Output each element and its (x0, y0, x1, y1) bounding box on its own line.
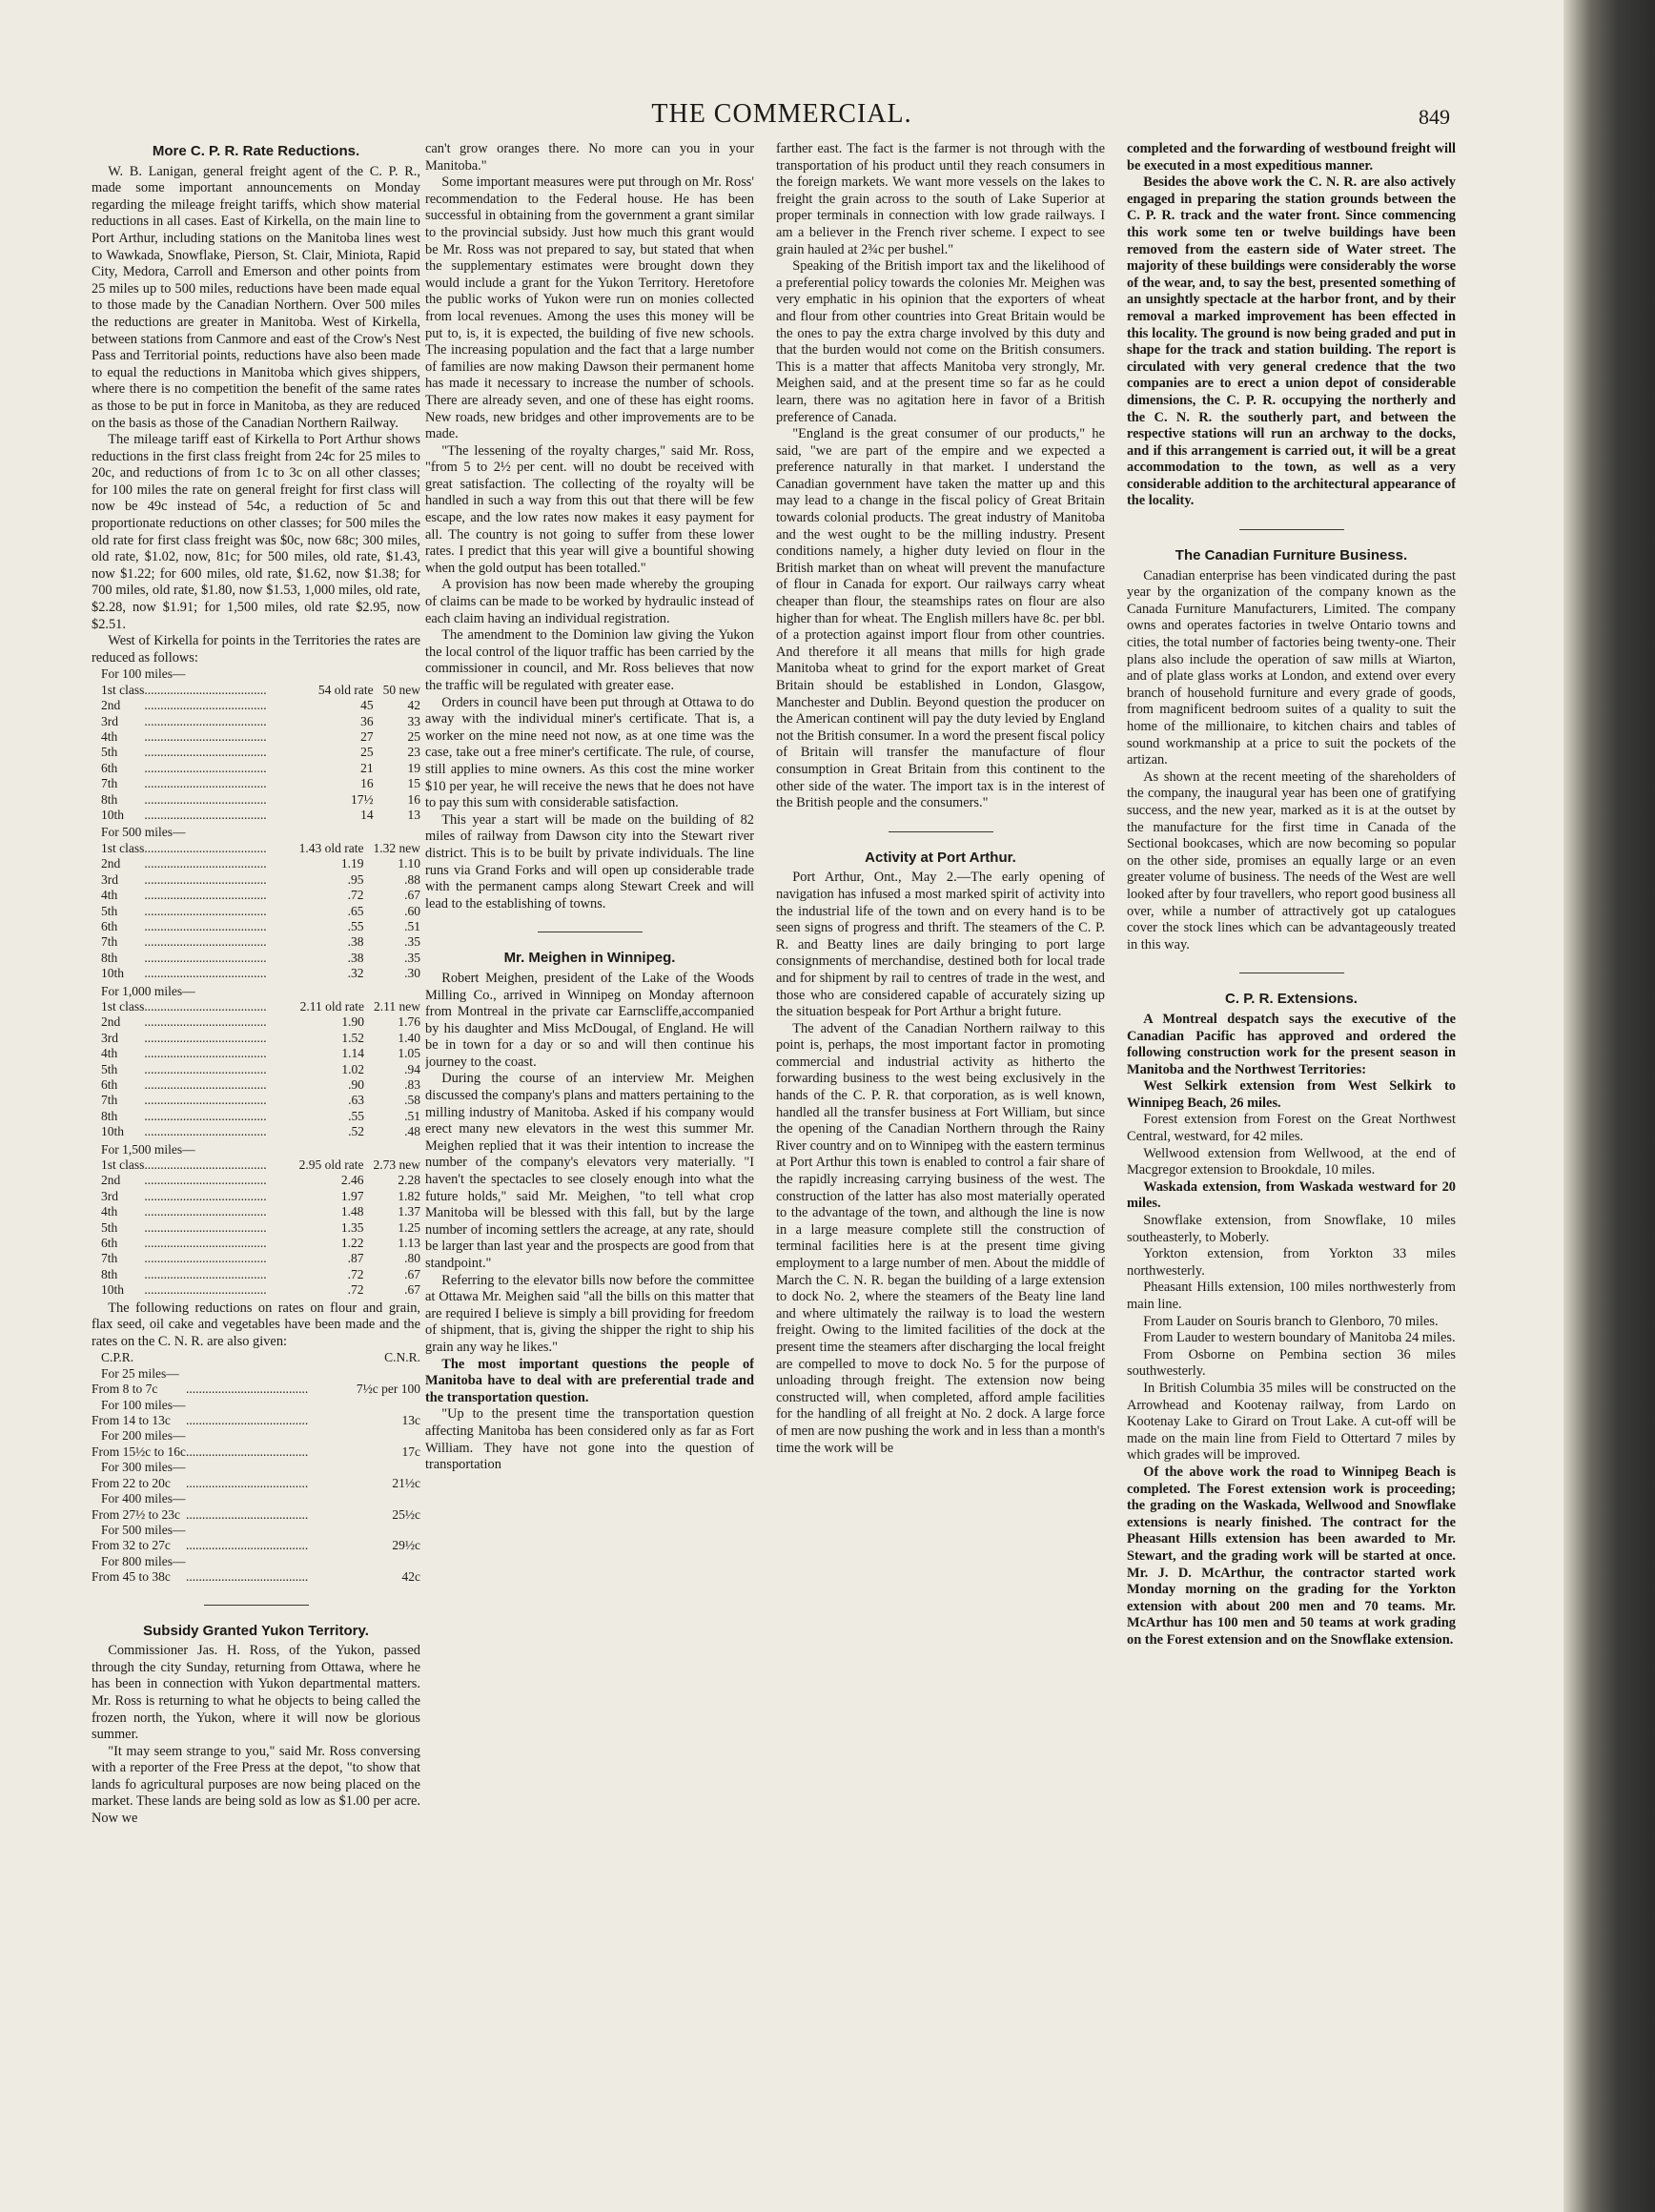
leader-dots (144, 1282, 289, 1298)
old-rate-cell: .95 (347, 871, 364, 887)
article-heading-furniture: The Canadian Furniture Business. (1175, 547, 1408, 564)
paragraph: Port Arthur, Ont., May 2.—The early opening of navigation has infused a most marked spirit of activity into the industrial life of the town and on every hand is to be seen signs of progress and thrift. The steamers of the C. P. R. and Beatty lines are daily bringing to port large consignments of merchandise, destined both for local trade and for shipment by rail to centres of trade in the west, and those who are considered capable of accurately sizing up the situation bespeak for Port Arthur a bright future. (776, 870, 1105, 1020)
old-rate-cell: .63 (348, 1093, 364, 1108)
grain-cnr-rate: 25½c (392, 1506, 420, 1522)
paragraph: can't grow oranges there. No more can you in your Manitoba." (425, 141, 754, 174)
rate-group-label: For 1,000 miles— (101, 983, 195, 998)
leader-dots (144, 808, 309, 823)
paragraph: "The lessening of the royalty charges," said Mr. Ross, "from 5 to 2½ per cent. will no doubt be received with great satisfaction. The collecting of the royalty will be handled in such a way from this out that there will be few escape, and the low rates now makes it easy payment for all. The country is not going to suffer from these lower rates. I predict that this year will give a bountiful showing when the gold output has been totalled." (425, 442, 754, 576)
old-rate-cell: .52 (348, 1124, 364, 1139)
leader-dots (186, 1476, 347, 1491)
leader-dots (144, 951, 289, 966)
rate-row (92, 966, 420, 981)
paragraph: completed and the forwarding of westbound freight will be executed in a most expeditious manner. (1127, 141, 1456, 174)
leader-dots (186, 1569, 347, 1585)
new-rate-cell: 42 (407, 698, 420, 713)
old-rate-cell: .65 (347, 903, 364, 918)
rate-row (92, 999, 420, 1014)
paragraph: Of the above work the road to Winnipeg Beach is completed. The Forest extension work is proceeding; the grading on the Waskada, Wellwood and Snowflake extensions is nearly finished. The contract for the Pheasant Hills extension has been awarded to Mr. Stewart, and the grading work will be started at once. Mr. J. D. McArthur, the contractor started work Monday morning on the grading for the Yorkton extension with about 200 men and 70 teams. Mr. McArthur has 100 men and 50 teams at work grading on the Forest extension and on the Snowflake extension. (1127, 1464, 1456, 1648)
rate-row (92, 698, 420, 713)
rate-class-cell: 4th (101, 729, 118, 745)
grain-rate-row (92, 1444, 420, 1460)
new-rate-cell: 19 (407, 760, 420, 775)
rate-class-cell: 3rd (101, 1030, 118, 1045)
new-rate-cell: 15 (407, 776, 420, 791)
rate-class-cell: 7th (101, 776, 118, 791)
new-rate-cell: 1.37 (398, 1204, 420, 1219)
paragraph: The following reductions on rates on flour and grain, flax seed, oil cake and vegetables have been made and the rates on the C. N. R. are also given: (92, 1300, 420, 1349)
rate-class-cell: 6th (101, 1076, 118, 1092)
leader-dots (144, 1031, 290, 1046)
old-rate-cell: .72 (347, 1282, 364, 1298)
rate-row (92, 1173, 420, 1188)
leader-dots (144, 698, 309, 713)
rate-class-cell: 8th (101, 791, 118, 807)
grain-distance-label: For 800 miles— (101, 1553, 186, 1568)
rate-table-100-miles (92, 683, 420, 824)
article-heading-yukon: Subsidy Granted Yukon Territory. (143, 1622, 369, 1639)
rate-class-cell: 1st class (101, 998, 145, 1014)
article-heading-cpr-extensions: C. P. R. Extensions. (1225, 991, 1358, 1008)
grain-cnr-rate: 29½c (392, 1538, 420, 1553)
leader-dots (144, 934, 289, 950)
rate-class-cell: 3rd (101, 713, 118, 728)
rate-row (92, 1093, 420, 1108)
old-rate-cell: 2.46 (340, 1173, 364, 1188)
rate-class-cell: 2nd (101, 698, 121, 713)
rate-row (92, 792, 420, 808)
paragraph: Commissioner Jas. H. Ross, of the Yukon, passed through the city Sunday, returning from Ottawa, where he has been in connection with Yukon departmental matters. Mr. Ross is returning to what he objects to being called the frozen north, the Yukon, where it will now be glorious summer. (92, 1643, 420, 1743)
leader-dots (144, 1204, 289, 1219)
rate-class-cell: 7th (101, 934, 118, 950)
paragraph: West Selkirk extension from West Selkirk to Winnipeg Beach, 26 miles. (1127, 1078, 1456, 1111)
new-rate-cell: .80 (404, 1251, 420, 1266)
rate-row (92, 808, 420, 823)
old-rate-cell: 1.43 old rate (298, 840, 364, 855)
new-rate-cell: .67 (404, 1282, 420, 1298)
old-rate-cell: 1.48 (340, 1204, 364, 1219)
leader-dots (144, 776, 309, 791)
paragraph: As shown at the recent meeting of the shareholders of the company, the inaugural year has been one of gratifying success, and the new year, marked as it is at the outset by the manufacture for the first time in Canada of the Sectional bookcases, which are now becoming so popular on the other side, promises an equally large or an even greater volume of business. The needs of the West are well looked after by four travellers, who report good business all over, while a number of attractively got up catalogues cover the stock lines which can be advantageously treated in this way. (1127, 768, 1456, 952)
grain-rate-row (92, 1413, 420, 1428)
rate-class-cell: 6th (101, 1236, 118, 1251)
rate-class-cell: 10th (101, 1282, 125, 1298)
paragraph: "Up to the present time the transportation question affecting Manitoba has been considered only as far as Fort William. They have not gone into the question of transportation (425, 1406, 754, 1473)
rate-row (92, 919, 420, 934)
rate-row (92, 951, 420, 966)
old-rate-cell: 1.02 (341, 1061, 364, 1076)
paragraph: The advent of the Canadian Northern railway to this point is, perhaps, the most important factor in promoting commercial and industrial activity as hitherto the forwarding business to the west being exclusively in the hands of the C. P. R. that corporation, as is well known, handled all the transfer business at Fort William, but since the opening of the Canadian Northern through the Rainy River country and on to Winnipeg with the eastern terminus at Port Arthur this town is enabled to control a fair share of the rapidly increasing carrying business of the west. The construction of the latter has also most materially operated to the advantage of the town, and although the line is now in a large measure complete still the construction of terminal facilities here is at the present time giving employment to a large number of men. About the middle of March the C. N. R. began the building of a large extension to dock No. 2, where the steamers of the Beaty line land and where ultimately the railway is to load the western freight. Owing to the limited facilities of the dock at the present time the steamers after discharging the local freight are compelled to move to dock No. 5 for the purpose of unloading through freight. The extension now being constructed will, when completed, afford ample facilities for the handling of all freight at No. 2 dock. A large force of men are now pushing the work and in less than a month's time the work will be (776, 1020, 1105, 1456)
old-rate-cell: .38 (347, 934, 364, 950)
paragraph: This year a start will be made on the building of 82 miles of railway from Dawson city into the Stewart river district. This is to be built by private individuals. The line runs via Grand Forks and will open up considerable trade with the permanent camps along Stewart Creek and will lead to the establishing of towns. (425, 811, 754, 911)
rate-class-cell: 5th (101, 903, 118, 918)
rate-row (92, 1204, 420, 1219)
old-rate-cell: 16 (360, 776, 374, 791)
new-rate-cell: 16 (407, 791, 420, 807)
new-rate-cell: .67 (404, 888, 420, 903)
leader-dots (144, 729, 309, 745)
old-rate-cell: .38 (347, 950, 364, 965)
rate-table-1000-miles (92, 999, 420, 1140)
rate-class-cell: 1st class (101, 840, 145, 855)
rate-row (92, 904, 420, 919)
leader-dots (144, 872, 289, 888)
new-rate-cell: .35 (404, 950, 420, 965)
rate-row (92, 1014, 420, 1030)
leader-dots (186, 1413, 347, 1428)
grain-table-header-cnr: C.N.R. (384, 1350, 420, 1365)
grain-distance-row (92, 1398, 420, 1413)
rate-class-cell: 6th (101, 918, 118, 933)
old-rate-cell: 1.52 (341, 1030, 364, 1045)
new-rate-cell: .94 (404, 1061, 420, 1076)
new-rate-cell: .88 (404, 871, 420, 887)
leader-dots (144, 1077, 290, 1093)
new-rate-cell: .58 (404, 1093, 420, 1108)
grain-distance-label: For 400 miles— (101, 1491, 186, 1506)
grain-distance-row (92, 1523, 420, 1538)
paragraph: A provision has now been made whereby the grouping of claims can be made to be worked by hydraulic instead of each claim having an individual registration. (425, 577, 754, 626)
leader-dots (186, 1538, 347, 1553)
grain-cpr-rate: From 14 to 13c (92, 1413, 171, 1428)
rate-class-cell: 8th (101, 1266, 118, 1281)
new-rate-cell: 1.76 (398, 1014, 420, 1030)
leader-dots (144, 1251, 289, 1266)
rate-class-cell: 4th (101, 1204, 118, 1219)
grain-rate-row (92, 1382, 420, 1397)
old-rate-cell: 1.97 (340, 1188, 364, 1203)
paragraph: Speaking of the British import tax and the likelihood of a preferential policy towards the colonies Mr. Meighen was very emphatic in his opinion that the exporters of wheat and flour from other countries into Great Britain would be the ones to pay the extra charge involved by this duty and that the burden would not come on the British consumers. This is a matter that affects Manitoba very strongly, Mr. Meighen said, and at the present time so far as he could learn, there was no agitation here in favor of a British preference of Canada. (776, 258, 1105, 425)
rate-row (92, 714, 420, 729)
grain-cnr-rate: 17c (401, 1444, 420, 1459)
old-rate-cell: .90 (348, 1076, 364, 1092)
new-rate-cell: 1.10 (398, 856, 420, 871)
new-rate-cell: 1.82 (398, 1188, 420, 1203)
grain-cpr-rate: From 27½ to 23c (92, 1506, 180, 1522)
leader-dots (144, 1267, 289, 1282)
paragraph: farther east. The fact is the farmer is not through with the transportation of his product until they reach consumers in the foreign markets. We want more vessels on the lakes to freight the grain across to the south of Lake Superior at proper terminals in connection with low grade railways. I am a believer in the French river scheme. I expect to see grain hauled at 2¾c per bushel." (776, 141, 1105, 257)
leader-dots (144, 1062, 290, 1077)
rate-row (92, 1124, 420, 1139)
old-rate-cell: 45 (360, 698, 374, 713)
old-rate-cell: .55 (348, 1108, 364, 1123)
grain-distance-label: For 500 miles— (101, 1522, 186, 1537)
grain-cnr-rate: 13c (401, 1413, 420, 1428)
new-rate-cell: 25 (407, 729, 420, 745)
rate-row (92, 1220, 420, 1236)
old-rate-cell: 25 (360, 745, 374, 760)
rate-class-cell: 8th (101, 950, 118, 965)
rate-class-cell: 3rd (101, 871, 118, 887)
paragraph: From Osborne on Pembina section 36 miles southwesterly. (1127, 1346, 1456, 1380)
rate-row (92, 1046, 420, 1061)
grain-cnr-rate: 42c (401, 1569, 420, 1585)
leader-dots (186, 1382, 347, 1397)
leader-dots (186, 1507, 347, 1523)
rate-class-cell: 6th (101, 760, 118, 775)
leader-dots (144, 1046, 290, 1061)
paragraph: Orders in council have been put through at Ottawa to do away with the individual miner's certificate. That is, a worker on the mine need not now, as at one time was the case, take out a free miner's certificate. The rule, of course, still applies to mine owners. As this cost the mine worker $10 per year, he will receive the news that he does not have to pay this sum with considerable satisfaction. (425, 694, 754, 811)
paragraph: Snowflake extension, from Snowflake, 10 miles southeasterly, to Moberly. (1127, 1213, 1456, 1245)
grain-rate-table (92, 1350, 420, 1585)
grain-distance-row (92, 1366, 420, 1382)
rate-table-1500-miles (92, 1157, 420, 1299)
leader-dots (144, 1236, 289, 1251)
rate-class-cell: 5th (101, 1061, 118, 1076)
new-rate-cell: .51 (404, 1108, 420, 1123)
leader-dots (144, 919, 289, 934)
rate-row (92, 1109, 420, 1124)
article-heading-cpr-rates: More C. P. R. Rate Reductions. (152, 143, 360, 159)
old-rate-cell: 2.11 old rate (299, 998, 364, 1014)
rate-row (92, 934, 420, 950)
old-rate-cell: 21 (360, 760, 374, 775)
old-rate-cell: 2.95 old rate (298, 1157, 364, 1172)
new-rate-cell: 23 (407, 745, 420, 760)
rate-row (92, 1236, 420, 1251)
rate-row (92, 745, 420, 760)
grain-distance-row (92, 1428, 420, 1444)
article-heading-port-arthur: Activity at Port Arthur. (865, 849, 1016, 866)
new-rate-cell: 1.05 (398, 1046, 420, 1061)
old-rate-cell: 1.35 (340, 1219, 364, 1235)
paragraph: Some important measures were put through on Mr. Ross' recommendation to the Federal house. He has been successful in obtaining from the government a grant similar to the provincial subsidy. Just how much this grant would be Mr. Ross was not prepared to say, but stated that when the supplementary estimates were brought down they would include a grant for the Yukon Territory. Heretofore the public works of Yukon were run on monies collected from local revenues. Among the uses this money will be put to, is, it is expected, the building of five new schools. The increasing population and the fact that a large number of families are now making Dawson their permanent home has made it necessary to increase the number of schools. There are already seven, and one of these has eight rooms. New roads, new bridges and other improvements are to be made. (425, 174, 754, 442)
paragraph: From Lauder on Souris branch to Glenboro, 70 miles. (1143, 1313, 1439, 1329)
new-rate-cell: 1.40 (398, 1030, 420, 1045)
rate-row (92, 1031, 420, 1046)
leader-dots (144, 1173, 289, 1188)
rate-table-500-miles (92, 841, 420, 982)
column-2 (425, 141, 754, 2153)
grain-rate-row (92, 1569, 420, 1585)
new-rate-cell: 50 new (382, 682, 420, 697)
grain-cnr-rate: 7½c per 100 (356, 1382, 420, 1397)
new-rate-cell: .67 (404, 1266, 420, 1281)
section-divider (1239, 529, 1344, 530)
paragraph: The amendment to the Dominion law giving the Yukon the local control of the liquor traffic has been carried by the commissioner in council, and Mr. Ross believes that now the traffic will be regulated with greater ease. (425, 627, 754, 693)
rate-row (92, 1189, 420, 1204)
new-rate-cell: .35 (404, 934, 420, 950)
rate-row (92, 1282, 420, 1298)
article-heading-meighen: Mr. Meighen in Winnipeg. (503, 950, 676, 967)
paragraph: W. B. Lanigan, general freight agent of the C. P. R., made some important announcements on Monday regarding the mileage freight tariffs, which show material reductions in all cases. East of Kirkella, on the main line to Port Arthur, including stations on the Manitoba lines west to Wawkada, Snowflake, Pierson, St. Clair, Miniota, Rapid City, Medora, Carroll and Emerson and other points from 25 miles up to 500 miles, reductions have been made equal to those made by the Canadian Northern. Over 500 miles the reductions are greater in Manitoba. West of Kirkella, between stations from Canmore and east of the Crow's Nest Pass and Territorial points, reductions have also been made to equal the reductions in Manitoba which gives shippers, where there is no competition the benefit of the same rates as those to be put in force in Manitoba, as they are reduced on the basis as those of the Canadian Northern Railway. (92, 163, 420, 431)
leader-dots (144, 683, 309, 698)
paragraph: The most important questions the people of Manitoba have to deal with are preferential trade and the transportation question. (425, 1356, 754, 1405)
new-rate-cell: 2.73 new (373, 1157, 420, 1172)
leader-dots (144, 1124, 290, 1139)
rate-row (92, 856, 420, 871)
grain-rate-row (92, 1538, 420, 1553)
old-rate-cell: .72 (347, 888, 364, 903)
new-rate-cell: 33 (407, 713, 420, 728)
rate-row (92, 841, 420, 856)
rate-class-cell: 7th (101, 1093, 118, 1108)
rate-class-cell: 10th (101, 808, 125, 823)
grain-table-header-cpr: C.P.R. (101, 1350, 134, 1365)
rate-class-cell: 8th (101, 1108, 118, 1123)
old-rate-cell: 1.14 (341, 1046, 364, 1061)
rate-row (92, 1157, 420, 1173)
old-rate-cell: 14 (360, 808, 374, 823)
leader-dots (144, 761, 309, 776)
rate-row (92, 1251, 420, 1266)
paragraph: Yorkton extension, from Yorkton 33 miles northwesterly. (1127, 1246, 1456, 1279)
new-rate-cell: 1.13 (398, 1236, 420, 1251)
rate-class-cell: 7th (101, 1251, 118, 1266)
rate-class-cell: 2nd (101, 1014, 121, 1030)
grain-distance-row (92, 1554, 420, 1569)
rate-group-label: For 100 miles— (101, 666, 186, 682)
leader-dots (144, 904, 289, 919)
leader-dots (144, 1189, 289, 1204)
leader-dots (144, 1157, 289, 1173)
section-divider (204, 1605, 309, 1606)
grain-distance-label: For 25 miles— (101, 1365, 179, 1381)
page-header-title: THE COMMERCIAL. (651, 99, 912, 129)
leader-dots (144, 841, 289, 856)
leader-dots (144, 856, 289, 871)
paragraph: Robert Meighen, president of the Lake of the Woods Milling Co., arrived in Winnipeg on Monday afternoon from Montreal in the private car Earnscliffe,accompanied by his daughter and Miss McDougal, of England. He will be in town for a day or so and will then continue his journey to the coast. (425, 970, 754, 1070)
new-rate-cell: .48 (404, 1124, 420, 1139)
rate-class-cell: 5th (101, 1219, 118, 1235)
grain-rate-row (92, 1476, 420, 1491)
old-rate-cell: 1.19 (340, 856, 364, 871)
paragraph: Referring to the elevator bills now before the committee at Ottawa Mr. Meighen said "all the bills on this matter that are required I believe is simply a bill providing for freedom of shipment, that is, giving the shipper the right to ship his grain any way he likes." (425, 1272, 754, 1355)
old-rate-cell: 17½ (351, 791, 374, 807)
rate-class-cell: 5th (101, 745, 118, 760)
old-rate-cell: 27 (360, 729, 374, 745)
leader-dots (186, 1444, 347, 1460)
grain-cnr-rate: 21½c (392, 1475, 420, 1490)
old-rate-cell: .55 (347, 918, 364, 933)
rate-row (92, 1267, 420, 1282)
grain-rate-row (92, 1507, 420, 1523)
new-rate-cell: .51 (404, 918, 420, 933)
old-rate-cell: 54 old rate (317, 682, 374, 697)
leader-dots (144, 745, 309, 760)
rate-class-cell: 1st class (101, 682, 145, 697)
paragraph: Canadian enterprise has been vindicated during the past year by the organization of the company known as the Canada Furniture Manufacturers, Limited. The company owns and operates factories in twelve Ontario towns and cities, the total number of factories being twenty-one. Their plans also include the operation of saw mills at Wiarton, and of plate glass works at London, and extend over every branch of household furniture and every grade of goods, from magnificent bedroom suites of a quality to suit the home of the millionaire, to kitchen chairs and tables of sound workmanship at a price to suit the pockets of the artizan. (1127, 567, 1456, 768)
paragraph: "England is the great consumer of our products," he said, "we are part of the empire and we expected a preference naturally in that market. I understand the Canadian government have taken the matter up and this may lead to a change in the fiscal policy of Great Britain towards colonial products. The great industry of Manitoba and the west ought to be the milling industry. Present conditions namely, a higher duty levied on flour in the British market than on wheat will prevent the manufacture of flour in Canada for export. Our railways carry wheat cheaper than flour, the steamships rates on flour are also higher than for wheat. The English millers have 8c. per bbl. of a protection against import flour from other countries. And therefore it all means that mills for high grade Manitoba wheat to grind for the export market of Great Britain should be established in London, Glasgow, Manchester and Dublin. Beyond question the producer on the American continent will pay the duty levied by England not the British consumer. In a word the present fiscal policy of Britain will transfer the manufacture of flour consumption in Great Britain from this continent to the other side of the water. The import tax is in the interest of the British people and the consumers." (776, 426, 1105, 811)
new-rate-cell: .30 (404, 966, 420, 981)
rate-row (92, 872, 420, 888)
leader-dots (144, 792, 309, 808)
leader-dots (144, 966, 289, 981)
grain-distance-label: For 200 miles— (101, 1428, 186, 1444)
old-rate-cell: .32 (347, 966, 364, 981)
leader-dots (144, 1220, 289, 1236)
paragraph: The mileage tariff east of Kirkella to Port Arthur shows reductions in the first class freight from 24c for 25 miles to 20c, and reductions of from 1c to 3c on all other classes; for 100 miles the rate on general freight for first class will now be 49c instead of 54c, a reduction of 5c and proportionate reductions on other classes; for 500 miles the old rate for first class freight was $0c, now 68c; 300 miles, old rate, $1.02, now, 81c; for 500 miles, old rate, $1.43, now $1.22; for 600 miles, old rate, $1.62, now $1.38; for 700 miles, old rate, $1.80, now $1.53, 1,000 miles, old rate, $2.28, now $1.91; for 1,500 miles, old rate $2.95, now $2.51. (92, 432, 420, 632)
paragraph: Wellwood extension from Wellwood, at the end of Macgregor extension to Brookdale, 10 miles. (1127, 1145, 1456, 1178)
rate-class-cell: 4th (101, 888, 118, 903)
paragraph: In British Columbia 35 miles will be constructed on the Arrowhead and Kootenay railway, from Lardo on Kootenay Lake to Girard on Trout Lake. A cut-off will be made on the main line from Field to Ottertard 7 miles by which grades will be improved. (1127, 1380, 1456, 1464)
column-3 (776, 141, 1105, 2153)
rate-class-cell: 2nd (101, 856, 121, 871)
leader-dots (144, 1109, 290, 1124)
new-rate-cell: 13 (407, 808, 420, 823)
rate-group-label: For 1,500 miles— (101, 1141, 195, 1157)
grain-cpr-rate: From 15½c to 16c (92, 1444, 186, 1459)
grain-distance-row (92, 1491, 420, 1506)
rate-class-cell: 2nd (101, 1173, 121, 1188)
new-rate-cell: 2.28 (398, 1173, 420, 1188)
section-divider (889, 831, 993, 832)
new-rate-cell: 2.11 new (374, 998, 420, 1014)
old-rate-cell: 1.22 (340, 1236, 364, 1251)
old-rate-cell: .72 (347, 1266, 364, 1281)
grain-cpr-rate: From 45 to 38c (92, 1569, 171, 1585)
grain-distance-label: For 100 miles— (101, 1397, 186, 1412)
leader-dots (144, 999, 290, 1014)
grain-distance-row (92, 1460, 420, 1475)
rate-class-cell: 1st class (101, 1157, 145, 1172)
grain-cpr-rate: From 8 to 7c (92, 1382, 158, 1397)
paragraph: During the course of an interview Mr. Meighen discussed the company's plans and matters pertaining to the milling industry of Manitoba. Asked if his company would erect many new elevators in the west this summer Mr. Meighen replied that it was their intention to increase the number of the company's elevators very materially. "I haven't the spectacles to see closely enough into what the future holds," said Mr. Meighen, "to tell what crop Manitoba will be blessed with this fall, but by the large number of incoming settlers the acreage, at any rate, should be larger than last year and the prospects are good from that standpoint." (425, 1071, 754, 1271)
page-number: 849 (1419, 105, 1450, 129)
rate-row (92, 683, 420, 698)
paragraph: West of Kirkella for points in the Territories the rates are reduced as follows: (92, 633, 420, 666)
scan-page-edge (1563, 0, 1655, 2212)
paragraph: Waskada extension, from Waskada westward for 20 miles. (1127, 1178, 1456, 1212)
rate-class-cell: 4th (101, 1046, 118, 1061)
new-rate-cell: .83 (404, 1076, 420, 1092)
rate-class-cell: 10th (101, 1124, 125, 1139)
rate-row (92, 1077, 420, 1093)
old-rate-cell: .87 (347, 1251, 364, 1266)
new-rate-cell: .60 (404, 903, 420, 918)
grain-distance-label: For 300 miles— (101, 1460, 186, 1475)
leader-dots (144, 714, 309, 729)
leader-dots (144, 1014, 290, 1030)
rate-group-label: For 500 miles— (101, 825, 186, 840)
rate-class-cell: 3rd (101, 1188, 118, 1203)
paragraph: Pheasant Hills extension, 100 miles northwesterly from main line. (1127, 1280, 1456, 1312)
paragraph: From Lauder to western boundary of Manitoba 24 miles. (1143, 1330, 1456, 1346)
rate-row (92, 729, 420, 745)
rate-row (92, 888, 420, 903)
leader-dots (144, 1093, 290, 1108)
grain-cpr-rate: From 22 to 20c (92, 1475, 171, 1490)
column-1 (92, 141, 420, 2153)
rate-row (92, 761, 420, 776)
column-4 (1127, 141, 1456, 2153)
old-rate-cell: 1.90 (341, 1014, 364, 1030)
grain-cpr-rate: From 32 to 27c (92, 1538, 171, 1553)
rate-class-cell: 10th (101, 966, 125, 981)
paragraph: A Montreal despatch says the executive of the Canadian Pacific has approved and ordered the following construction work for the present season in Manitoba and the Northwest Territories: (1127, 1011, 1456, 1077)
paragraph: Besides the above work the C. N. R. are also actively engaged in preparing the station grounds between the C. P. R. track and the water front. Since commencing this work some ten or twelve buildings have been removed from the eastern side of Water street. The majority of these buildings were considerably the worse of the wear, and, to say the best, presented something of an unsightly spectacle at the harbor front, and by their removal a marked improvement has been effected in this locality. The ground is now being graded and put in shape for the track and station building. The report is circulated with very general credence that the two companies are to erect a union depot of considerable dimensions, the C. P. R. occupying the northerly and the C. N. R. the southerly part, and between the respective stations will run an archway to the docks, and if this arrangement is carried out, it will be a great accommodation to the town, as well as a very considerable addition to the architectural appearance of the locality. (1127, 174, 1456, 509)
rate-row (92, 1062, 420, 1077)
old-rate-cell: 36 (360, 713, 374, 728)
rate-row (92, 776, 420, 791)
paragraph: Forest extension from Forest on the Great Northwest Central, westward, for 42 miles. (1127, 1112, 1456, 1145)
paragraph: "It may seem strange to you," said Mr. Ross conversing with a reporter of the Free Press at the depot, "to show that lands fo agricultural purposes are now being placed on the market. These lands are being sold as low as $1.00 per acre. Now we (92, 1743, 420, 1827)
leader-dots (144, 888, 289, 903)
new-rate-cell: 1.25 (398, 1219, 420, 1235)
new-rate-cell: 1.32 new (373, 840, 420, 855)
